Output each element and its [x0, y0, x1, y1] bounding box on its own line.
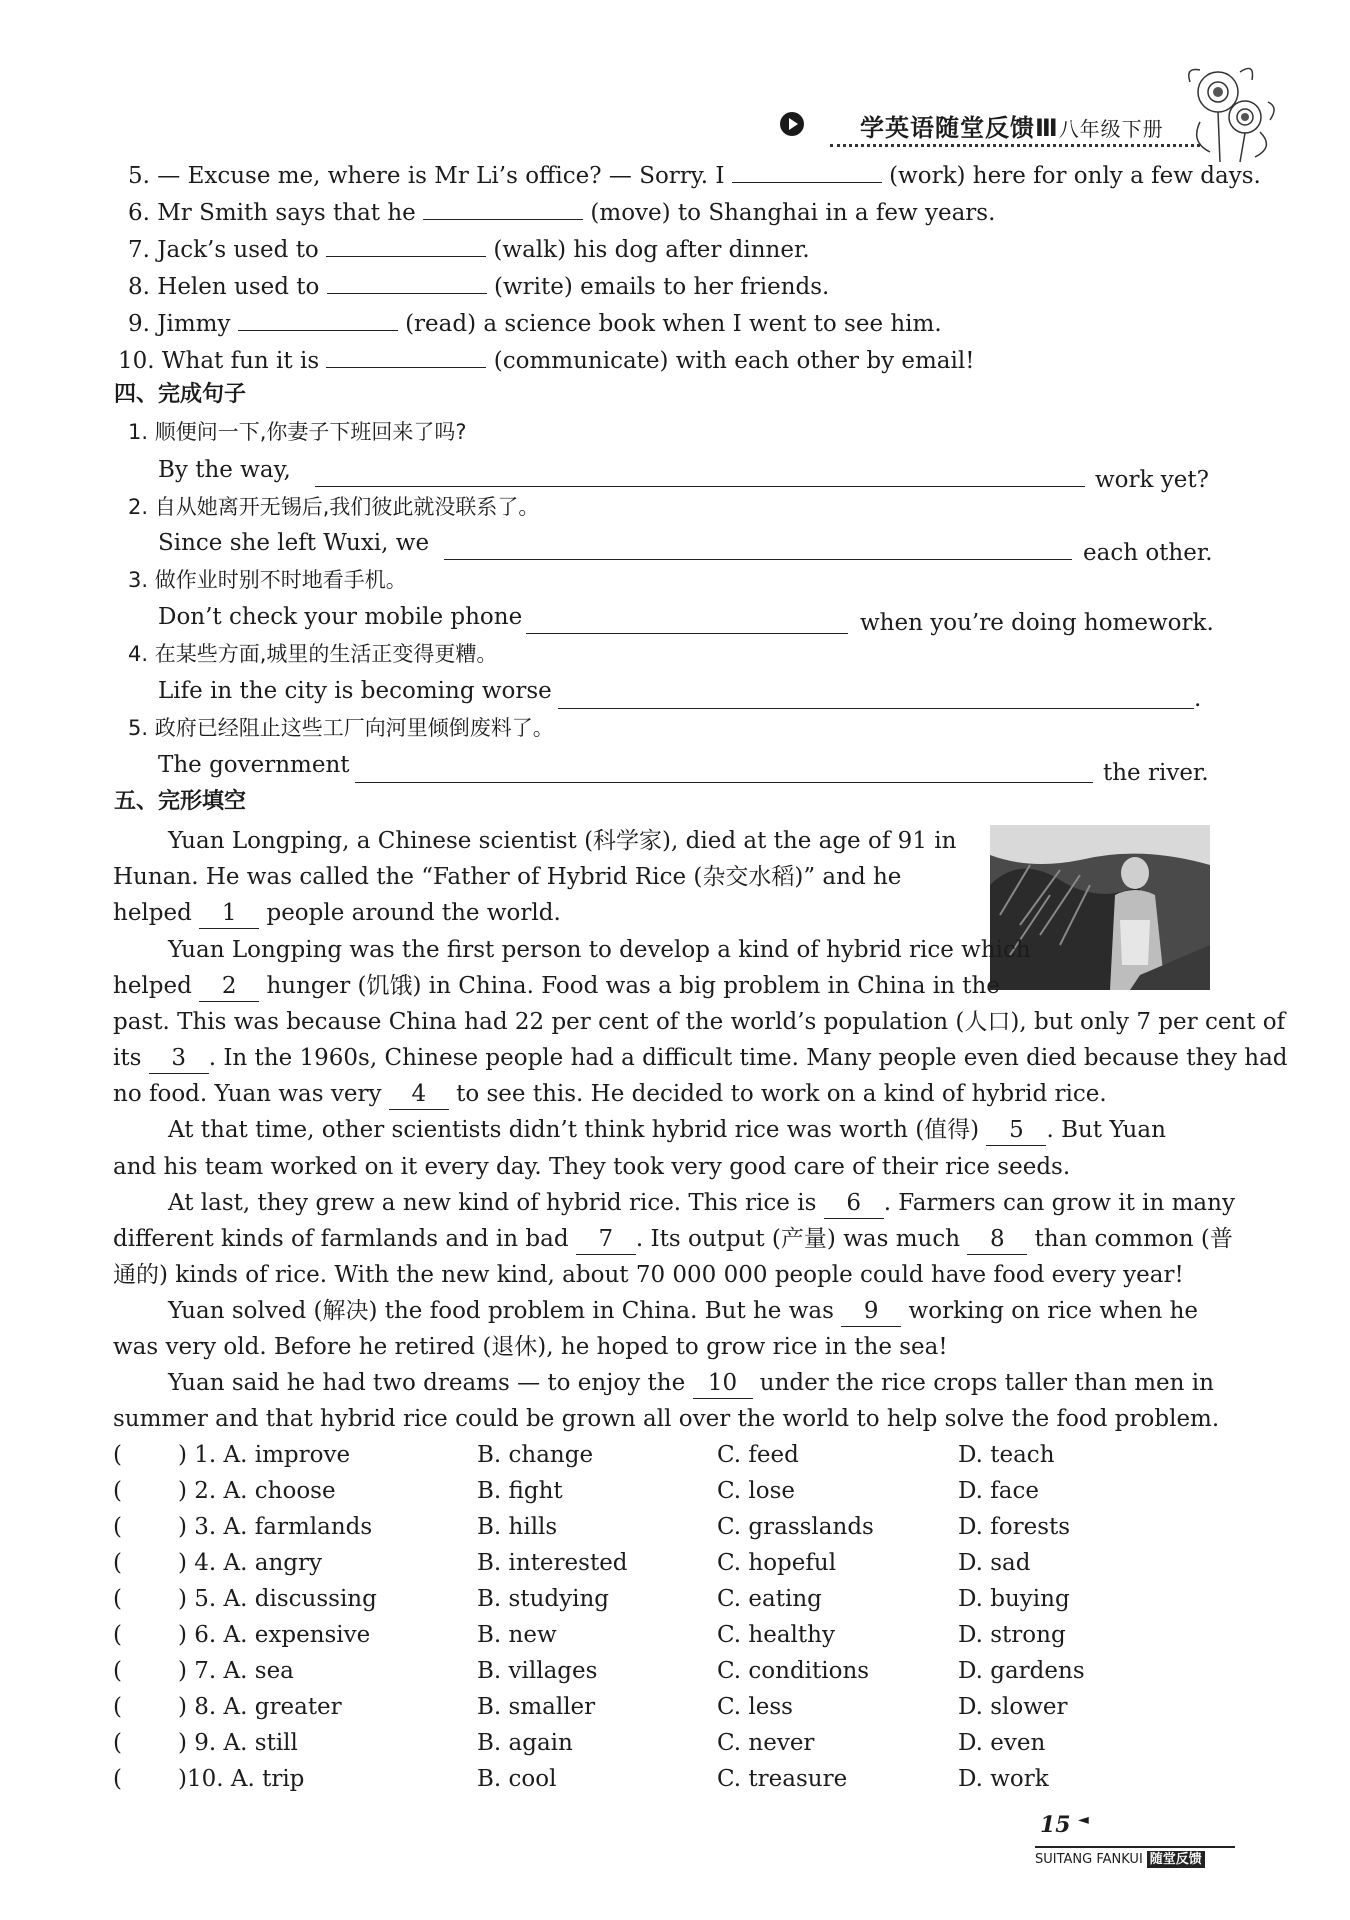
cloze-line: [168, 935, 1031, 965]
cloze-text: Yuan Longping was the first person to develop a kind of hybrid rice which: [168, 937, 1031, 963]
answer-line[interactable]: [315, 486, 1085, 487]
option-b: B. interested: [477, 1550, 628, 1576]
s4-item-3-cn: 3. 做作业时别不时地看手机。: [128, 568, 407, 592]
s4-item-4-cn: 4. 在某些方面,城里的生活正变得更糟。: [128, 642, 498, 666]
option-a: ) 1. A. improve: [178, 1442, 351, 1468]
page-number: 15: [1040, 1812, 1071, 1838]
cloze-line: [113, 898, 561, 929]
answer-paren[interactable]: (: [113, 1766, 122, 1792]
option-d: D. gardens: [958, 1658, 1085, 1684]
option-a: ) 4. A. angry: [178, 1550, 323, 1576]
cloze-text: was very old. Before he retired (退休), he hoped to grow rice in the sea!: [113, 1334, 948, 1360]
answer-blank[interactable]: [326, 234, 486, 257]
cloze-text: working on rice when he: [901, 1298, 1199, 1324]
option-d: D. forests: [958, 1514, 1071, 1540]
cloze-text: Hunan. He was called the “Father of Hybrid Rice (杂交水稻)” and he: [113, 864, 902, 890]
option-d: D. sad: [958, 1550, 1031, 1576]
option-a: ) 2. A. choose: [178, 1478, 336, 1504]
option-a: ) 3. A. farmlands: [178, 1514, 373, 1540]
cloze-text: . Its output (产量) was much: [635, 1226, 968, 1252]
cloze-blank[interactable]: 6: [824, 1188, 884, 1219]
option-a: ) 6. A. expensive: [178, 1622, 371, 1648]
cloze-line: [113, 1152, 1070, 1182]
cloze-blank[interactable]: 5: [986, 1115, 1046, 1146]
option-b: B. again: [477, 1730, 573, 1756]
cloze-line: [168, 1115, 1166, 1146]
cloze-text: helped: [113, 973, 200, 999]
option-b: B. cool: [477, 1766, 557, 1792]
answer-line[interactable]: [558, 708, 1194, 709]
s4-item-3-pre: Don’t check your mobile phone: [158, 604, 523, 630]
fill-item-8: 8. Helen used to (write) emails to her friends.: [128, 271, 829, 302]
option-c: C. less: [717, 1694, 793, 1720]
cloze-text: under the rice crops taller than men in: [752, 1370, 1214, 1396]
option-b: B. smaller: [477, 1694, 596, 1720]
s4-item-1-cn: 1. 顺便问一下,你妻子下班回来了吗?: [128, 420, 467, 444]
cloze-text: different kinds of farmlands and in bad: [113, 1226, 576, 1252]
option-a: ) 8. A. greater: [178, 1694, 342, 1720]
answer-line[interactable]: [444, 559, 1072, 560]
s4-item-2-cn: 2. 自从她离开无锡后,我们彼此就没联系了。: [128, 495, 540, 519]
option-b: B. fight: [477, 1478, 563, 1504]
cloze-text: Yuan said he had two dreams — to enjoy the: [168, 1370, 693, 1396]
cloze-blank[interactable]: 9: [841, 1296, 901, 1327]
cloze-text: past. This was because China had 22 per cent of the world’s population (人口), but only 7 per cent of: [113, 1009, 1286, 1035]
option-c: C. treasure: [717, 1766, 848, 1792]
cloze-text: . In the 1960s, Chinese people had a difficult time. Many people even died because they had: [208, 1045, 1288, 1071]
cloze-blank[interactable]: 4: [389, 1079, 449, 1110]
cloze-text: no food. Yuan was very: [113, 1081, 389, 1107]
answer-paren[interactable]: (: [113, 1586, 122, 1612]
cloze-line: [168, 826, 956, 856]
option-c: C. eating: [717, 1586, 822, 1612]
answer-paren[interactable]: (: [113, 1730, 122, 1756]
book-title: 学英语随堂反馈Ⅲ八年级下册: [860, 114, 1164, 142]
option-d: D. even: [958, 1730, 1046, 1756]
option-d: D. teach: [958, 1442, 1055, 1468]
cloze-text: its: [113, 1045, 149, 1071]
footer-brand: SUITANG FANKUI 随堂反馈: [1035, 1846, 1235, 1870]
fill-item-10: 10. What fun it is (communicate) with each other by email!: [118, 345, 974, 376]
cloze-text: 通的) kinds of rice. With the new kind, about 70 000 000 people could have food every year!: [113, 1262, 1184, 1288]
cloze-text: . But Yuan: [1046, 1117, 1166, 1143]
cloze-text: than common (普: [1027, 1226, 1233, 1252]
cloze-text: hunger (饥饿) in China. Food was a big problem in China in the: [259, 973, 1000, 999]
cloze-text: summer and that hybrid rice could be grown all over the world to help solve the food problem.: [113, 1406, 1220, 1432]
fill-item-7: 7. Jack’s used to (walk) his dog after dinner.: [128, 234, 810, 265]
option-b: B. new: [477, 1622, 557, 1648]
s4-item-5-post: the river.: [1103, 760, 1209, 786]
s4-item-3-post: when you’re doing homework.: [860, 610, 1214, 636]
cloze-text: and his team worked on it every day. They took very good care of their rice seeds.: [113, 1154, 1071, 1180]
option-d: D. face: [958, 1478, 1039, 1504]
s4-item-1-pre: By the way,: [158, 457, 291, 483]
cloze-line: [113, 1404, 1219, 1434]
answer-paren[interactable]: (: [113, 1514, 122, 1540]
option-c: C. healthy: [717, 1622, 835, 1648]
s4-item-5-cn: 5. 政府已经阻止这些工厂向河里倾倒废料了。: [128, 716, 554, 740]
answer-paren[interactable]: (: [113, 1622, 122, 1648]
option-b: B. hills: [477, 1514, 558, 1540]
cloze-text: to see this. He decided to work on a kind of hybrid rice.: [448, 1081, 1107, 1107]
fill-item-9: 9. Jimmy (read) a science book when I went to see him.: [128, 308, 942, 339]
cloze-text: At last, they grew a new kind of hybrid rice. This rice is: [168, 1190, 824, 1216]
option-b: B. change: [477, 1442, 594, 1468]
answer-blank[interactable]: [326, 345, 486, 368]
option-c: C. never: [717, 1730, 815, 1756]
fill-item-5: 5. — Excuse me, where is Mr Li’s office? — Sorry. I (work) here for only a few days.: [128, 160, 1261, 191]
cloze-line: [113, 1260, 1184, 1290]
s4-item-4-post: .: [1194, 686, 1202, 712]
cloze-line: [113, 862, 901, 892]
answer-blank[interactable]: [238, 308, 398, 331]
cloze-text: Yuan Longping, a Chinese scientist (科学家), died at the age of 91 in: [168, 828, 957, 854]
answer-paren[interactable]: (: [113, 1442, 122, 1468]
section-5-title: 五、完形填空: [114, 789, 247, 814]
cloze-text: . Farmers can grow it in many: [883, 1190, 1235, 1216]
cloze-line: [113, 1007, 1285, 1037]
cloze-blank[interactable]: 2: [199, 971, 259, 1002]
option-c: C. hopeful: [717, 1550, 837, 1576]
cloze-blank[interactable]: 8: [967, 1224, 1027, 1255]
cloze-blank[interactable]: 10: [693, 1368, 753, 1399]
option-c: C. feed: [717, 1442, 799, 1468]
cloze-line: [113, 1224, 1233, 1255]
fill-item-6: 6. Mr Smith says that he (move) to Shanghai in a few years.: [128, 197, 995, 228]
header-dotted-rule: [830, 144, 1200, 147]
option-a: ) 5. A. discussing: [178, 1586, 377, 1612]
yuan-longping-photo: [990, 825, 1210, 990]
option-d: D. work: [958, 1766, 1049, 1792]
s4-item-2-post: each other.: [1083, 540, 1213, 566]
option-d: D. buying: [958, 1586, 1070, 1612]
answer-paren[interactable]: (: [113, 1694, 122, 1720]
answer-paren[interactable]: (: [113, 1550, 122, 1576]
option-c: C. conditions: [717, 1658, 870, 1684]
option-a: ) 9. A. still: [178, 1730, 298, 1756]
cloze-line: [113, 1079, 1107, 1110]
arrow-left-icon: ◄: [1078, 1812, 1089, 1828]
s4-item-2-pre: Since she left Wuxi, we: [158, 530, 430, 556]
cloze-line: [168, 1368, 1214, 1399]
s4-item-1-post: work yet?: [1095, 467, 1209, 493]
answer-blank[interactable]: [327, 271, 487, 294]
option-c: C. lose: [717, 1478, 796, 1504]
s4-item-5-pre: The government: [158, 752, 350, 778]
cloze-line: [113, 1043, 1288, 1074]
cloze-line: [113, 971, 1000, 1002]
cloze-text: people around the world.: [259, 900, 561, 926]
cloze-blank[interactable]: 3: [149, 1043, 209, 1074]
option-c: C. grasslands: [717, 1514, 874, 1540]
option-a: )10. A. trip: [178, 1766, 305, 1792]
answer-blank[interactable]: [732, 160, 882, 183]
cloze-line: [168, 1188, 1235, 1219]
answer-paren[interactable]: (: [113, 1478, 122, 1504]
option-d: D. slower: [958, 1694, 1068, 1720]
option-a: ) 7. A. sea: [178, 1658, 294, 1684]
answer-paren[interactable]: (: [113, 1658, 122, 1684]
s4-item-4-pre: Life in the city is becoming worse: [158, 678, 552, 704]
option-b: B. villages: [477, 1658, 598, 1684]
section-4-title: 四、完成句子: [114, 382, 247, 407]
cloze-text: helped: [113, 900, 200, 926]
play-icon: [780, 112, 804, 136]
cloze-text: At that time, other scientists didn’t think hybrid rice was worth (值得): [168, 1117, 987, 1143]
option-d: D. strong: [958, 1622, 1066, 1648]
answer-blank[interactable]: [423, 197, 583, 220]
option-b: B. studying: [477, 1586, 609, 1612]
sunflower-decoration-icon: [1180, 62, 1280, 172]
answer-line[interactable]: [355, 782, 1093, 783]
cloze-line: [113, 1332, 948, 1362]
cloze-text: Yuan solved (解决) the food problem in China. But he was: [168, 1298, 842, 1324]
cloze-blank[interactable]: 7: [576, 1224, 636, 1255]
answer-line[interactable]: [526, 633, 848, 634]
cloze-line: [168, 1296, 1198, 1327]
cloze-blank[interactable]: 1: [199, 898, 259, 929]
